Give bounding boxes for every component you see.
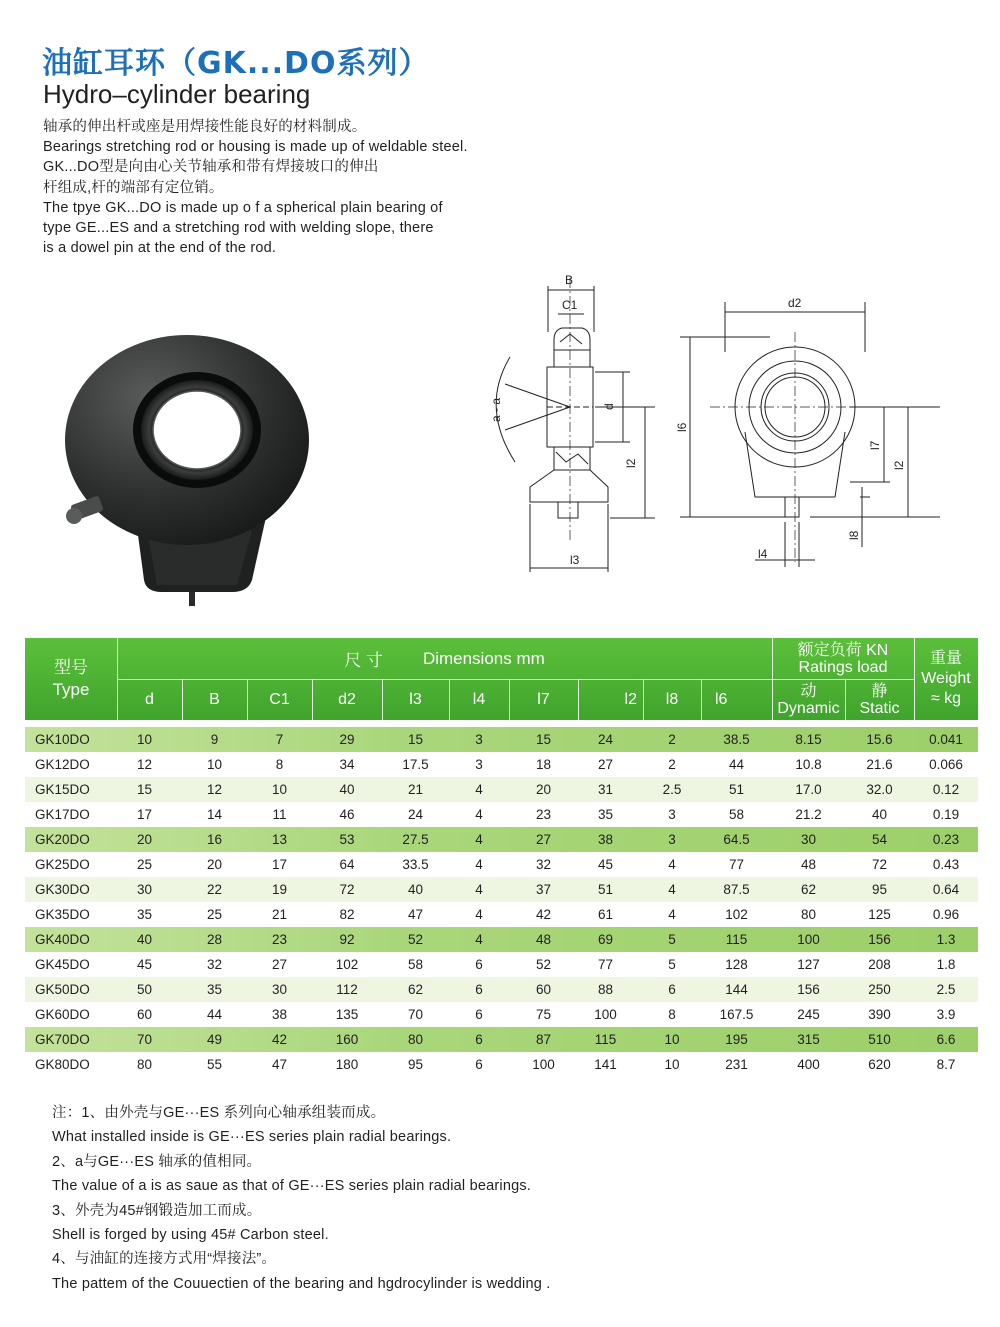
table-cell: 35: [136, 907, 153, 922]
table-cell: 17: [271, 857, 288, 872]
intro-line: type GE...ES and a stretching rod with welding slope, there: [43, 220, 434, 237]
table-cell: 72: [871, 857, 888, 872]
table-cell: 100: [797, 932, 820, 947]
header-type: [25, 638, 117, 720]
table-cell: 40: [871, 807, 888, 822]
technical-drawing: [470, 272, 950, 577]
table-cell: 10: [136, 732, 153, 747]
header-col-dynamic: [772, 679, 845, 720]
table-cell: 21.2: [795, 807, 822, 822]
header-load-cn: 额定负荷 KN: [797, 641, 889, 659]
table-cell: 30: [271, 982, 288, 997]
table-cell: 32: [206, 957, 223, 972]
header-col-l8: l8: [665, 690, 679, 708]
table-body: [25, 727, 978, 1077]
table-cell: 27.5: [402, 832, 429, 847]
table-cell: 4: [475, 932, 483, 947]
table-cell: 4: [668, 907, 676, 922]
table-cell: 80: [136, 1057, 153, 1072]
table-cell: 8: [275, 757, 284, 772]
table-cell: 100: [594, 1007, 617, 1022]
table-cell: 15.6: [866, 732, 893, 747]
intro-text: [43, 117, 603, 258]
label-l8: l8: [847, 530, 861, 540]
table-cell: 87.5: [723, 882, 750, 897]
table-cell: 21: [271, 907, 288, 922]
table-cell: 0.19: [932, 807, 960, 822]
table-cell: 100: [532, 1057, 555, 1072]
label-l2-left: l2: [624, 458, 638, 468]
header-col-l3: l3: [409, 690, 422, 708]
table-cell: 8.7: [936, 1057, 956, 1072]
table-cell: 62: [800, 882, 817, 897]
table-cell: 20: [136, 832, 153, 847]
table-cell: 34: [339, 757, 355, 772]
table-cell: 25: [206, 907, 223, 922]
table-cell: 51: [597, 882, 614, 897]
table-cell: 16: [206, 832, 223, 847]
note-line: 注：1、由外壳与GE···ES 系列向心轴承组装而成。: [52, 1105, 386, 1121]
table-cell: 58: [407, 957, 424, 972]
table-cell-type: GK35DO: [35, 907, 90, 922]
table-cell: 11: [272, 807, 287, 822]
header-type-cn: 型号: [54, 658, 88, 677]
table-cell: 44: [206, 1007, 223, 1022]
table-cell: 4: [475, 907, 483, 922]
header-col-l7: l7: [537, 690, 550, 708]
intro-line: 轴承的伸出杆或座是用焊接性能良好的材料制成。: [43, 119, 367, 135]
table-cell: 17: [136, 807, 153, 822]
table-cell: 21.6: [866, 757, 893, 772]
header-weight-en: Weight: [921, 670, 971, 687]
table-cell: 12: [136, 757, 153, 772]
table-cell: 24: [407, 807, 424, 822]
header-col-l2: l2: [624, 690, 637, 708]
table-cell: 40: [339, 782, 355, 797]
header-dimensions: [117, 638, 772, 679]
table-cell: 62: [407, 982, 424, 997]
page-title: 油缸耳环（GK...DO系列）: [42, 46, 430, 81]
table-cell: 1.3: [936, 932, 956, 947]
table-cell: 8: [668, 1007, 676, 1022]
table-cell: 115: [594, 1032, 617, 1047]
page-subtitle: Hydro–cylinder bearing: [43, 79, 311, 109]
table-cell: 14: [206, 807, 223, 822]
table-cell: 38.5: [723, 732, 750, 747]
intro-line: GK...DO型是向由心关节轴承和带有焊接坡口的伸出: [43, 159, 379, 176]
table-cell: 115: [725, 932, 748, 947]
table-cell: 160: [335, 1032, 359, 1047]
label-d2: d2: [788, 296, 802, 310]
table-cell: 510: [868, 1032, 891, 1047]
table-cell: 72: [339, 882, 355, 897]
table-row: [25, 727, 978, 752]
table-cell: 13: [271, 832, 288, 847]
table-cell: 61: [597, 907, 614, 922]
table-cell: 75: [535, 1007, 552, 1022]
table-cell: 45: [136, 957, 153, 972]
table-cell: 0.43: [932, 857, 960, 872]
header-dims-en: Dimensions mm: [422, 648, 545, 668]
table-cell: 95: [871, 882, 888, 897]
table-cell: 4: [668, 857, 676, 872]
table-row: [25, 902, 978, 927]
table-cell: 102: [335, 957, 359, 972]
note-line: The pattem of the Couuectien of the bearing and hgdrocylinder is wedding .: [52, 1275, 551, 1292]
table-cell: 315: [797, 1032, 820, 1047]
table-cell: 23: [535, 807, 552, 822]
note-line: 4、与油缸的连接方式用“焊接法”。: [52, 1251, 277, 1268]
header-col-d: d: [145, 690, 154, 708]
header-col-d2: d2: [338, 690, 356, 708]
table-cell: 53: [339, 832, 355, 847]
table-cell: 18: [535, 757, 552, 772]
table-cell: 64.5: [723, 832, 750, 847]
table-cell: 20: [535, 782, 552, 797]
table-cell: 19: [271, 882, 288, 897]
table-cell: 10.8: [795, 757, 822, 772]
table-cell: 167.5: [719, 1007, 754, 1022]
table-row: [25, 752, 978, 777]
table-cell: 10: [206, 757, 223, 772]
table-row: [25, 1052, 978, 1077]
table-cell: 82: [339, 907, 355, 922]
table-cell: 6: [668, 982, 676, 997]
table-cell: 0.041: [929, 732, 963, 747]
table-cell: 12: [206, 782, 223, 797]
table-row: [25, 852, 978, 877]
table-cell: 208: [868, 957, 891, 972]
table-cell: 40: [136, 932, 153, 947]
table-cell: 33.5: [402, 857, 429, 872]
table-cell: 32: [535, 857, 552, 872]
table-cell: 4: [668, 882, 676, 897]
table-cell: 80: [800, 907, 817, 922]
table-cell: 37: [535, 882, 552, 897]
table-cell: 3.9: [936, 1007, 956, 1022]
table-cell: 2: [668, 732, 676, 747]
table-cell: 156: [868, 932, 891, 947]
table-cell: 80: [407, 1032, 424, 1047]
table-cell: 49: [206, 1032, 223, 1047]
table-row: [25, 1002, 978, 1027]
label-a: a - a: [489, 397, 503, 422]
table-cell: 31: [597, 782, 614, 797]
table-cell: 95: [407, 1057, 424, 1072]
table-cell: 35: [597, 807, 614, 822]
table-cell-type: GK25DO: [35, 857, 90, 872]
table-cell: 27: [535, 832, 552, 847]
table-cell: 3: [668, 832, 676, 847]
label-B: B: [565, 273, 574, 287]
header-type-en: Type: [52, 680, 90, 699]
table-cell: 5: [668, 957, 676, 972]
table-cell: 44: [728, 757, 745, 772]
table-cell: 30: [800, 832, 817, 847]
table-cell: 70: [136, 1032, 153, 1047]
table-cell: 144: [725, 982, 748, 997]
table-row: [25, 927, 978, 952]
table-cell-type: GK45DO: [35, 957, 90, 972]
table-cell: 38: [597, 832, 614, 847]
header-static-en: Static: [859, 699, 900, 717]
table-row: [25, 952, 978, 977]
note-line: Shell is forged by using 45# Carbon steel.: [52, 1227, 329, 1244]
table-cell: 7: [275, 732, 284, 747]
table-cell: 10: [664, 1032, 680, 1047]
label-l6: l6: [675, 422, 689, 432]
table-cell: 48: [535, 932, 552, 947]
label-l4: l4: [758, 547, 768, 561]
table-cell: 15: [136, 782, 153, 797]
header-col-C1: C1: [269, 690, 290, 708]
table-cell: 69: [597, 932, 614, 947]
table-cell: 0.64: [932, 882, 960, 897]
table-row: [25, 777, 978, 802]
table-cell: 8.15: [795, 732, 822, 747]
table-cell: 23: [271, 932, 288, 947]
table-cell-type: GK10DO: [35, 732, 90, 747]
table-cell: 47: [407, 907, 424, 922]
table-cell-type: GK20DO: [35, 832, 90, 847]
table-cell: 135: [335, 1007, 359, 1022]
table-cell: 2: [668, 757, 676, 772]
table-cell: 4: [475, 832, 483, 847]
table-cell: 10: [664, 1057, 680, 1072]
intro-line: Bearings stretching rod or housing is made up of weldable steel.: [43, 139, 468, 156]
table-cell: 10: [271, 782, 288, 797]
table-cell: 77: [597, 957, 614, 972]
intro-line: 杆组成,杆的端部有定位销。: [43, 179, 224, 196]
header-static-cn: 静: [871, 682, 888, 700]
table-cell: 50: [136, 982, 153, 997]
header-col-l4: l4: [472, 690, 486, 708]
table-cell: 46: [339, 807, 355, 822]
header-col-B: B: [209, 690, 220, 708]
label-l2-right: l2: [892, 460, 906, 470]
table-cell: 6: [475, 982, 483, 997]
table-cell: 27: [597, 757, 614, 772]
table-cell: 250: [868, 982, 891, 997]
table-cell: 54: [871, 832, 888, 847]
header-load: [772, 638, 914, 679]
notes: [52, 1101, 752, 1296]
table-cell: 15: [535, 732, 552, 747]
table-cell: 128: [725, 957, 748, 972]
header-weight-unit: ≈ kg: [930, 690, 962, 707]
table-cell: 60: [136, 1007, 153, 1022]
table-cell-type: GK17DO: [35, 807, 90, 822]
table-cell: 180: [335, 1057, 359, 1072]
table-cell: 17.5: [402, 757, 429, 772]
note-line: The value of a is as saue as that of GE···ES series plain radial bearings.: [52, 1178, 532, 1195]
note-line: 3、外壳为45#钢锻造加工而成。: [52, 1202, 262, 1219]
header-col-static: [845, 679, 914, 720]
header-dims-cn: 尺 寸: [344, 651, 383, 670]
table-cell: 6.6: [936, 1032, 956, 1047]
table-cell: 102: [725, 907, 748, 922]
table-cell: 42: [271, 1032, 288, 1047]
table-cell: 40: [407, 882, 424, 897]
table-cell: 3: [475, 732, 483, 747]
intro-line: is a dowel pin at the end of the rod.: [43, 240, 277, 257]
label-C1: C1: [562, 298, 578, 312]
table-cell: 1.8: [936, 957, 956, 972]
table-row: [25, 877, 978, 902]
label-l3: l3: [570, 553, 580, 567]
table-cell: 15: [407, 732, 424, 747]
table-cell: 52: [535, 957, 552, 972]
table-cell: 60: [535, 982, 552, 997]
table-header: [25, 638, 978, 720]
header-load-en: Ratings load: [798, 658, 888, 676]
table-cell: 4: [475, 782, 483, 797]
table-cell: 6: [475, 1007, 483, 1022]
table-cell: 0.12: [932, 782, 960, 797]
table-cell: 0.96: [932, 907, 960, 922]
table-cell: 231: [725, 1057, 748, 1072]
table-cell: 620: [868, 1057, 891, 1072]
table-cell: 0.066: [929, 757, 963, 772]
label-l7: l7: [868, 440, 882, 450]
table-cell: 245: [797, 1007, 820, 1022]
table-cell: 3: [475, 757, 483, 772]
label-d: d: [602, 403, 616, 410]
table-cell: 6: [475, 1032, 483, 1047]
table-cell-type: GK80DO: [35, 1057, 90, 1072]
table-cell: 77: [728, 857, 745, 872]
header-weight: [914, 638, 978, 720]
table-row: [25, 827, 978, 852]
table-cell: 400: [797, 1057, 820, 1072]
table-cell: 48: [800, 857, 817, 872]
table-cell: 58: [728, 807, 745, 822]
note-line: What installed inside is GE···ES series plain radial bearings.: [52, 1129, 452, 1146]
table-cell: 2.5: [936, 982, 956, 997]
table-cell: 28: [206, 932, 223, 947]
table-cell: 55: [206, 1057, 223, 1072]
table-cell: 38: [271, 1007, 288, 1022]
table-cell: 127: [797, 957, 820, 972]
product-photo: [62, 330, 312, 620]
table-cell: 21: [407, 782, 424, 797]
header-dynamic-en: Dynamic: [777, 699, 840, 717]
table-cell: 195: [725, 1032, 748, 1047]
table-cell: 5: [668, 932, 676, 947]
table-cell: 2.5: [662, 782, 682, 797]
table-cell: 47: [271, 1057, 288, 1072]
table-cell: 88: [597, 982, 614, 997]
table-cell-type: GK30DO: [35, 882, 90, 897]
table-cell: 9: [210, 732, 219, 747]
table-cell: 92: [339, 932, 355, 947]
dimensions-table: [25, 638, 978, 1072]
table-cell-type: GK70DO: [35, 1032, 90, 1047]
table-cell: 64: [339, 857, 355, 872]
table-cell: 3: [668, 807, 676, 822]
header-col-l6: l6: [715, 690, 728, 708]
table-cell: 6: [475, 957, 483, 972]
table-cell: 45: [597, 857, 614, 872]
table-cell: 125: [868, 907, 891, 922]
table-row: [25, 977, 978, 1002]
table-cell: 29: [339, 732, 355, 747]
table-cell: 17.0: [795, 782, 822, 797]
table-cell: 27: [271, 957, 288, 972]
table-row: [25, 802, 978, 827]
table-cell: 4: [475, 807, 483, 822]
table-cell: 141: [594, 1057, 617, 1072]
table-cell: 25: [136, 857, 153, 872]
table-cell: 30: [136, 882, 153, 897]
table-cell: 20: [206, 857, 223, 872]
table-cell: 42: [535, 907, 552, 922]
table-cell: 24: [597, 732, 614, 747]
table-cell: 390: [868, 1007, 891, 1022]
intro-line: The tpye GK...DO is made up o f a spherical plain bearing of: [43, 199, 443, 216]
table-cell: 156: [797, 982, 820, 997]
table-cell: 87: [535, 1032, 552, 1047]
table-cell: 70: [407, 1007, 424, 1022]
table-cell: 4: [475, 882, 483, 897]
table-cell-type: GK15DO: [35, 782, 90, 797]
table-cell: 35: [206, 982, 223, 997]
table-cell: 22: [206, 882, 223, 897]
table-cell: 6: [475, 1057, 483, 1072]
table-cell: 52: [407, 932, 424, 947]
table-cell-type: GK50DO: [35, 982, 90, 997]
table-cell: 0.23: [932, 832, 960, 847]
table-cell: 4: [475, 857, 483, 872]
header-weight-cn: 重量: [929, 650, 962, 667]
note-line: 2、a与GE···ES 轴承的值相同。: [52, 1153, 262, 1170]
header-dynamic-cn: 动: [800, 682, 817, 700]
table-row: [25, 1027, 978, 1052]
table-cell-type: GK40DO: [35, 932, 90, 947]
table-cell-type: GK12DO: [35, 757, 90, 772]
table-cell: 32.0: [866, 782, 893, 797]
table-cell: 51: [728, 782, 745, 797]
table-cell: 112: [336, 982, 358, 997]
table-cell-type: GK60DO: [35, 1007, 90, 1022]
